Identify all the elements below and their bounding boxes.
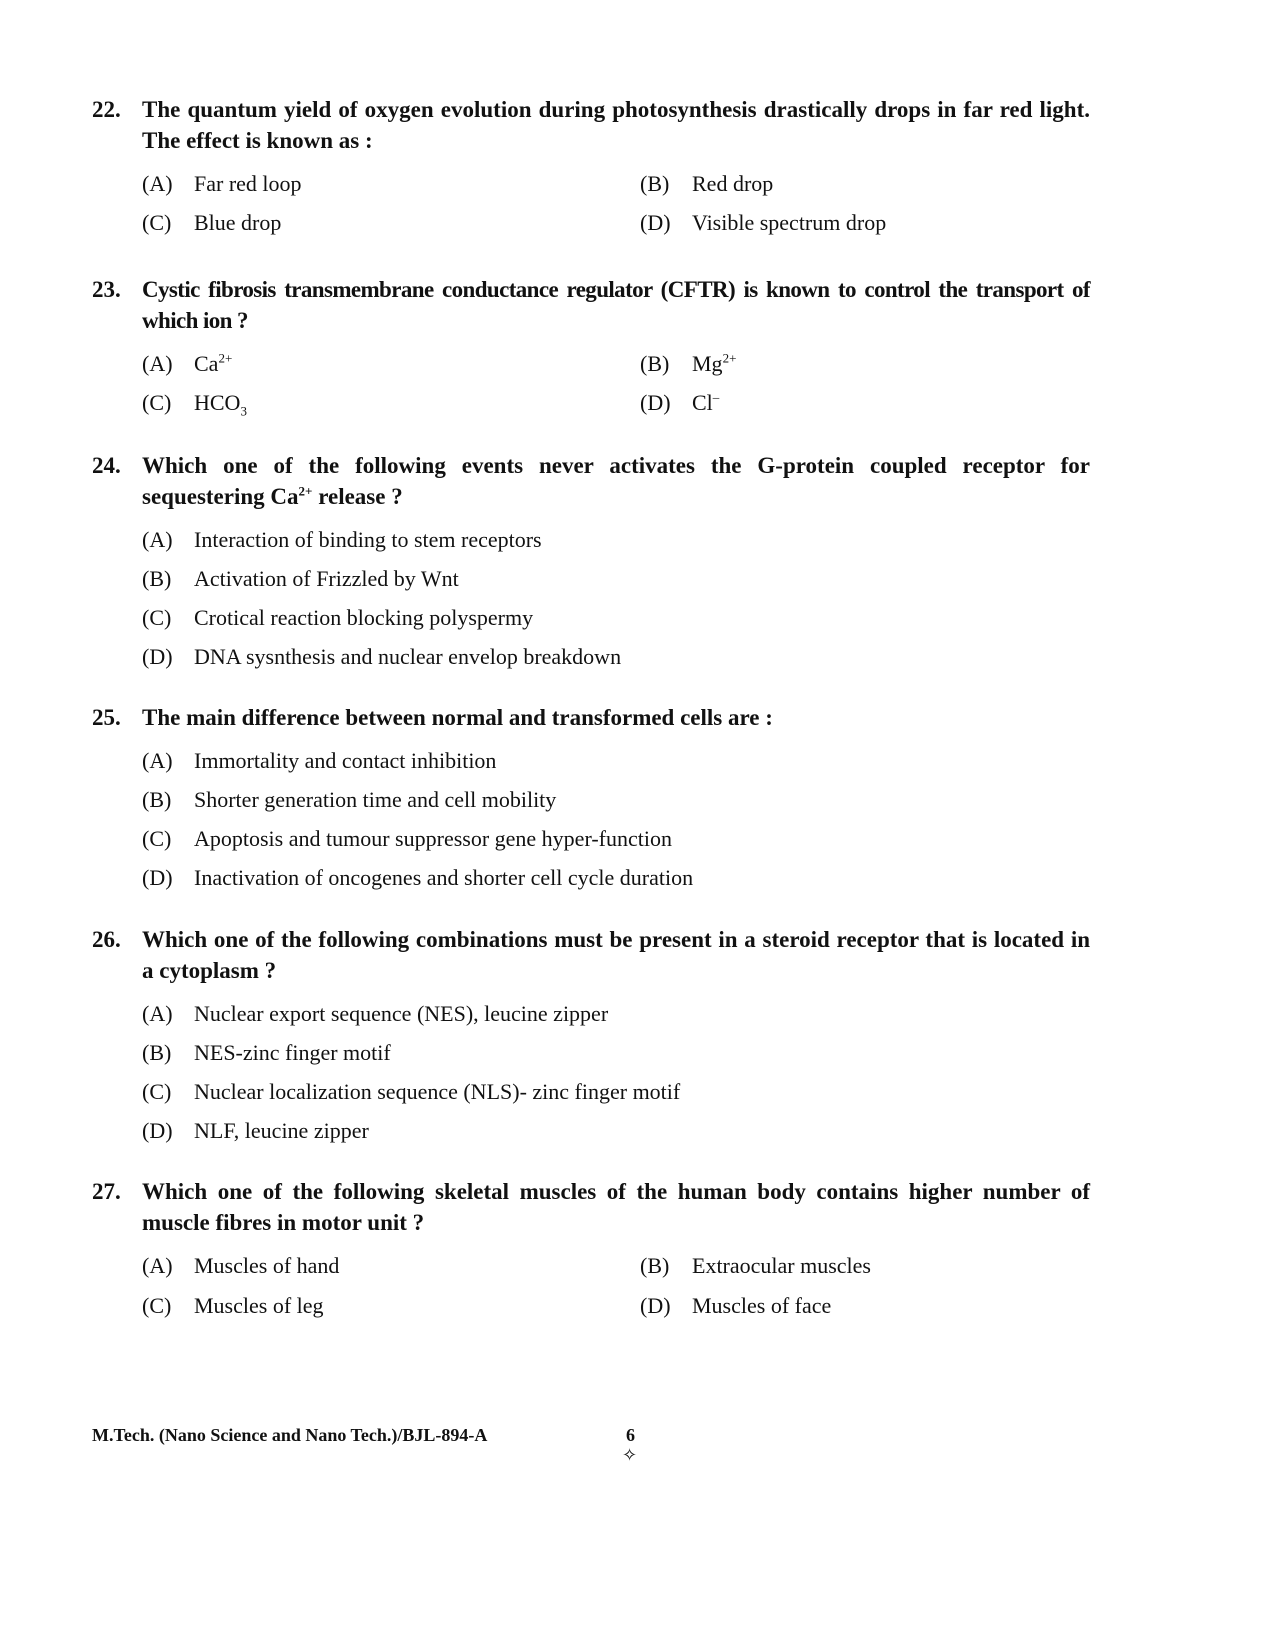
option-a	[142, 748, 496, 774]
option-label: (B)	[142, 1039, 172, 1065]
question-23	[92, 274, 1090, 422]
option-label: (A)	[142, 350, 173, 376]
question-number: 23.	[92, 277, 121, 302]
option-text: Activation of Frizzled by Wnt	[194, 565, 459, 591]
option-d	[142, 644, 621, 670]
option-text: $Ca^{2+}$	[194, 350, 233, 376]
option-text: Muscles of face	[692, 1293, 832, 1318]
option-c	[142, 1293, 640, 1319]
option-d	[640, 390, 719, 416]
option-text: Crotical reaction blocking polyspermy	[194, 604, 534, 630]
question-24	[92, 450, 1090, 676]
option-text: NLF, leucine zipper	[194, 1117, 369, 1143]
question-number: 22.	[92, 97, 121, 122]
question-22	[92, 94, 1090, 242]
option-text: Red drop	[692, 170, 774, 196]
option-c	[142, 605, 533, 631]
option-text: Apoptosis and tumour suppressor gene hyper-function	[194, 825, 672, 851]
option-label: (D)	[142, 643, 173, 669]
option-text: Muscles of hand	[194, 1252, 340, 1278]
option-text: Extraocular muscles	[692, 1252, 871, 1278]
question-number: 26.	[92, 927, 121, 952]
option-d	[640, 210, 886, 236]
option-text: Visible spectrum drop	[692, 209, 887, 235]
option-text: Interaction of binding to stem receptors	[194, 526, 542, 552]
option-text: Nuclear export sequence (NES), leucine zipper	[194, 1000, 609, 1026]
option-b	[640, 1253, 871, 1279]
question-text: Which one of the following skeletal muscles of the human body contains higher number of muscle fibres in motor unit ?	[142, 1179, 1090, 1235]
option-c	[142, 1079, 680, 1105]
option-text: $HCO_3$	[194, 389, 247, 418]
option-d	[142, 1118, 369, 1144]
option-label: (A)	[142, 170, 173, 196]
option-text: Far red loop	[194, 170, 302, 196]
question-number: 24.	[92, 453, 121, 478]
option-c	[142, 826, 672, 852]
option-label: (B)	[142, 565, 172, 591]
question-number: 27.	[92, 1179, 121, 1204]
question-text: Which one of the following combinations must be present in a steroid receptor that is located in a cytoplasm ?	[142, 927, 1090, 983]
option-text: Cl–	[692, 389, 720, 415]
option-text: Muscles of leg	[194, 1293, 324, 1318]
option-label: (A)	[142, 747, 173, 773]
page-number: 6	[626, 1425, 635, 1445]
option-label: (C)	[142, 209, 172, 235]
option-a	[142, 1001, 608, 1027]
option-label: (B)	[142, 786, 172, 812]
option-label: (C)	[142, 825, 172, 851]
option-a	[142, 351, 640, 377]
question-25	[92, 702, 1090, 897]
option-c	[142, 210, 640, 236]
option-a	[142, 1253, 640, 1279]
option-text: Blue drop	[194, 209, 282, 235]
question-27	[92, 1176, 1090, 1327]
options	[142, 520, 1090, 676]
question-26	[92, 924, 1090, 1150]
option-text: Immortality and contact inhibition	[194, 747, 497, 773]
question-text: The main difference between normal and transformed cells are :	[142, 705, 773, 730]
option-text: Inactivation of oncogenes and shorter cell cycle duration	[194, 864, 694, 890]
option-a	[142, 171, 640, 197]
question-text: Which one of the following events never activates the G-protein coupled receptor for sequestering $Ca^{2+}$ release ?	[142, 453, 1090, 509]
option-label: (D)	[640, 1293, 671, 1318]
option-a	[142, 527, 542, 553]
option-d	[640, 1293, 831, 1319]
option-d	[142, 865, 693, 891]
option-b	[640, 351, 736, 377]
option-c	[142, 390, 640, 416]
option-b	[640, 171, 773, 197]
options	[142, 741, 1090, 897]
option-b	[142, 566, 459, 592]
option-text: $Mg^{2+}$	[692, 350, 737, 376]
options	[142, 994, 1090, 1150]
options	[142, 1246, 1090, 1327]
footer-paper-code: M.Tech. (Nano Science and Nano Tech.)/BJL-894-A	[92, 1425, 488, 1445]
option-label: (A)	[142, 1252, 173, 1278]
option-text: Shorter generation time and cell mobility	[194, 786, 557, 812]
question-text: Cystic fibrosis transmembrane conductance regulator (CFTR) is known to control the transport of which ion ?	[142, 277, 1090, 333]
star-mark-icon: ✧	[622, 1445, 638, 1465]
option-label: (A)	[142, 526, 173, 552]
question-text: The quantum yield of oxygen evolution during photosynthesis drastically drops in far red light. The effect is known as :	[142, 97, 1090, 153]
options	[142, 164, 1090, 242]
option-label: (D)	[142, 1117, 173, 1143]
option-label: (B)	[640, 1252, 670, 1278]
option-label: (C)	[142, 1078, 172, 1104]
option-label: (B)	[640, 350, 670, 376]
question-number: 25.	[92, 705, 121, 730]
option-label: (D)	[640, 389, 671, 415]
option-label: (C)	[142, 604, 172, 630]
option-b	[142, 1040, 391, 1066]
option-text: Nuclear localization sequence (NLS)- zinc finger motif	[194, 1078, 681, 1104]
option-text: NES-zinc finger motif	[194, 1039, 391, 1065]
option-label: (A)	[142, 1000, 173, 1026]
option-label: (D)	[142, 864, 173, 890]
option-text: DNA sysnthesis and nuclear envelop breakdown	[194, 643, 622, 669]
option-label: (B)	[640, 170, 670, 196]
option-label: (C)	[142, 389, 172, 415]
option-b	[142, 787, 556, 813]
option-label: (D)	[640, 209, 671, 235]
option-label: (C)	[142, 1293, 172, 1318]
options	[142, 344, 1090, 422]
